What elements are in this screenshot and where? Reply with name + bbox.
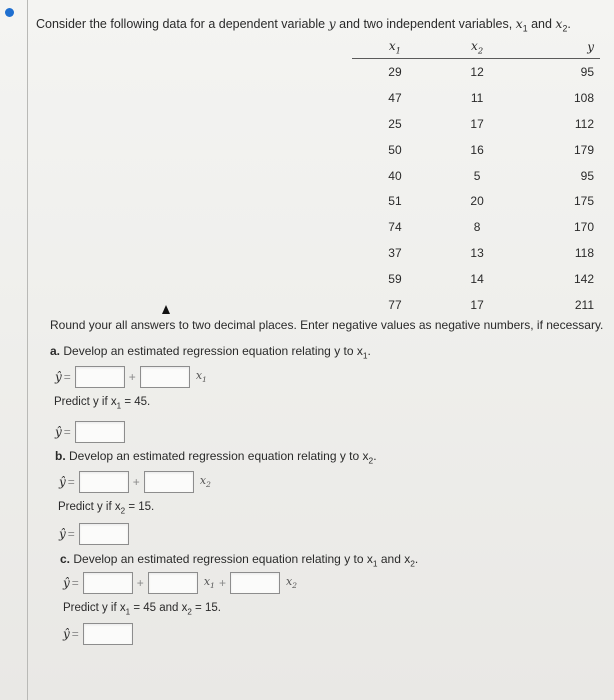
part-c-prediction: ŷ = — [63, 623, 133, 645]
question-bullet-icon — [5, 8, 14, 17]
problem-intro: Consider the following data for a dependent variable y and two independent variables, $x_1$ and $x_2$. — [36, 16, 571, 34]
part-a-prediction: ŷ = — [55, 421, 125, 443]
rounding-instructions: Round your all answers to two decimal places. Enter negative values as negative numbers, if necessary. — [50, 318, 604, 332]
table-row: 25 17 112 — [388, 116, 594, 131]
part-a-prediction-input[interactable] — [75, 421, 125, 443]
part-a-equation: ŷ = + $x_1$ — [55, 366, 207, 388]
part-a-slope-x1-input[interactable] — [140, 366, 190, 388]
part-c-slope-x1-input[interactable] — [148, 572, 198, 594]
part-b-equation: ŷ = + $x_2$ — [59, 471, 211, 493]
table-row: 59 14 142 — [388, 272, 594, 287]
part-a-intercept-input[interactable] — [75, 366, 125, 388]
table-row: 40 5 95 — [388, 168, 594, 183]
part-b-prediction-input[interactable] — [79, 523, 129, 545]
part-c-heading: c. Develop an estimated regression equation relating y to $x_1$ and $x_2$. — [60, 552, 419, 569]
table-row: 51 20 175 — [388, 194, 594, 209]
data-table — [352, 36, 600, 318]
part-b-intercept-input[interactable] — [79, 471, 129, 493]
table-header-row — [352, 36, 600, 59]
part-c-slope-x2-input[interactable] — [230, 572, 280, 594]
header-y: y — [516, 36, 600, 59]
table-row: 77 17 211 — [388, 297, 594, 312]
table-row: 37 13 118 — [388, 246, 594, 261]
left-margin-line — [27, 0, 28, 700]
part-c-intercept-input[interactable] — [83, 572, 133, 594]
part-b-heading: b. Develop an estimated regression equation relating y to $x_2$. — [55, 449, 377, 466]
table-row: 29 12 95 — [388, 64, 594, 79]
part-b-prediction: ŷ = — [59, 523, 129, 545]
part-c-predict-text: Predict y if $x_1 = 45$ and $x_2 = 15$. — [63, 602, 221, 617]
part-c-prediction-input[interactable] — [83, 623, 133, 645]
table-row: 50 16 179 — [388, 142, 594, 157]
table-row: 74 8 170 — [388, 220, 594, 235]
yhat-symbol: ŷ — [55, 370, 62, 384]
part-b-slope-x2-input[interactable] — [144, 471, 194, 493]
part-c-equation: ŷ = + $x_1$ + $x_2$ — [63, 572, 297, 594]
header-x1: $x_1$ — [352, 36, 438, 59]
part-b-predict-text: Predict y if $x_2 = 15$. — [58, 501, 155, 516]
header-x2: $x_2$ — [438, 36, 516, 59]
part-a-heading: a. Develop an estimated regression equation relating y to $x_1$. — [50, 344, 371, 361]
mouse-cursor-icon — [162, 305, 170, 314]
part-a-predict-text: Predict y if $x_1 = 45$. — [54, 396, 151, 411]
table-row: 47 11 108 — [388, 90, 594, 105]
